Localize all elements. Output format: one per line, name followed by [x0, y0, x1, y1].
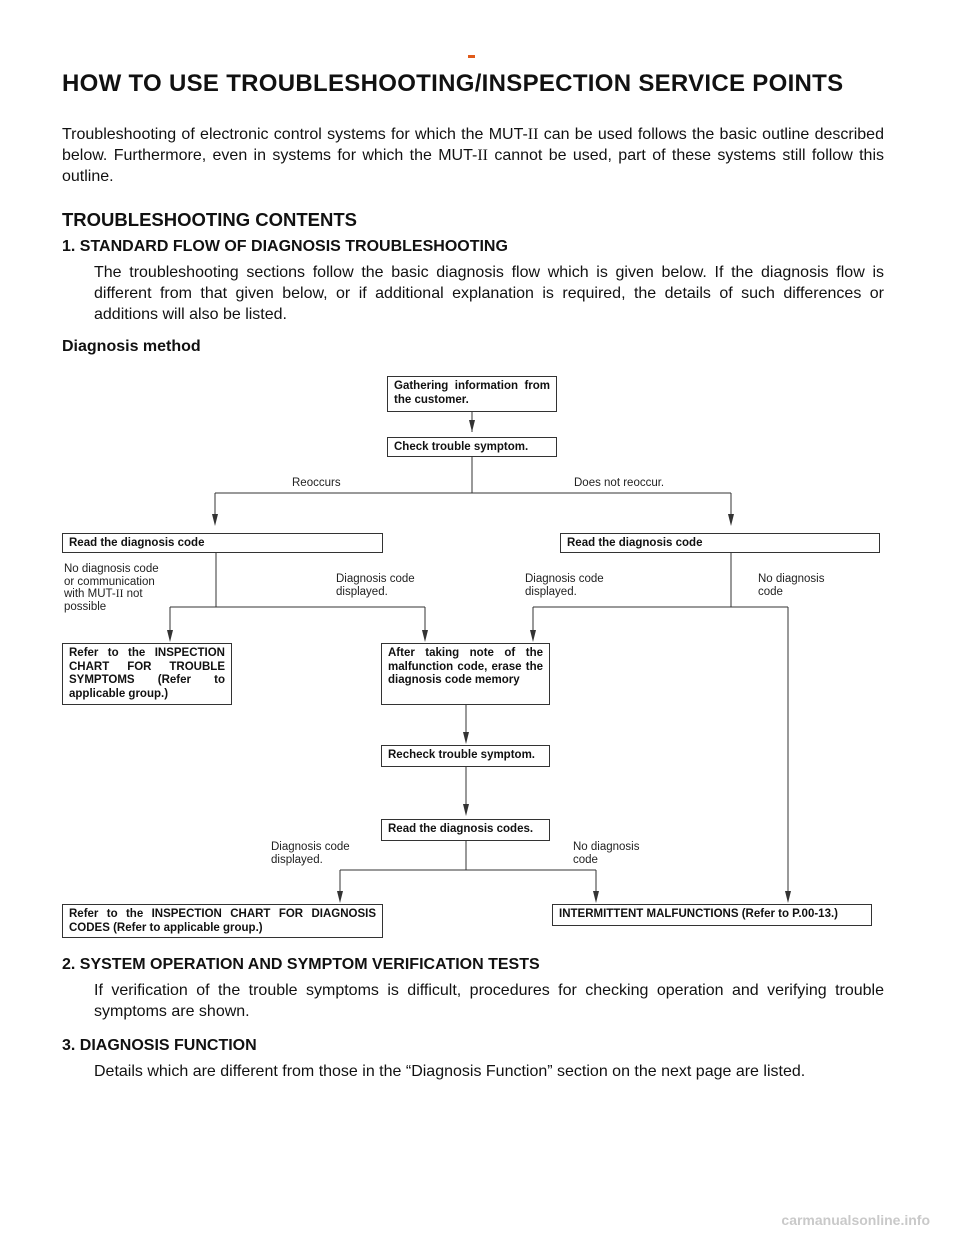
watermark: carmanualsonline.info — [781, 1212, 930, 1228]
code-displayed-label-3: Diagnosis code displayed. — [271, 841, 350, 866]
reoccurs-label: Reoccurs — [292, 477, 341, 489]
no-code-comm-label: No diagnosis code or communication with MUT-II not possible — [64, 563, 159, 613]
refer-symptoms-box: Refer to the INSPECTION CHART FOR TROUBLE SYMPTOMS (Refer to applicable group.) — [62, 643, 232, 705]
item-2-body: If verification of the trouble symptoms is difficult, procedures for checking operation and verifying trouble symptoms are shown. — [94, 982, 884, 1020]
code-displayed-label-1: Diagnosis code displayed. — [336, 573, 415, 598]
read-code-right-box: Read the diagnosis code — [560, 533, 880, 553]
item-2-heading: 2. SYSTEM OPERATION AND SYMPTOM VERIFICATION TESTS — [62, 956, 540, 973]
intro-paragraph: Troubleshooting of electronic control systems for which the MUT-II can be used follows the basic outline described below. Furthermore, even in systems for which the MUT-II cannot be used, part of these systems still follow this outline. — [62, 126, 885, 185]
check-symptom-box: Check trouble symptom. — [387, 437, 557, 457]
recheck-symptom-box: Recheck trouble symptom. — [381, 745, 550, 767]
diagnosis-method-label: Diagnosis method — [62, 338, 201, 355]
gather-info-box: Gathering information from the customer. — [387, 376, 557, 412]
intermittent-box: INTERMITTENT MALFUNCTIONS (Refer to P.00-13.) — [552, 904, 872, 926]
item-1-heading: 1. STANDARD FLOW OF DIAGNOSIS TROUBLESHOOTING — [62, 238, 508, 255]
note-erase-box: After taking note of the malfunction code, erase the diagnosis code memory — [381, 643, 550, 705]
refer-codes-box: Refer to the INSPECTION CHART FOR DIAGNOSIS CODES (Refer to applicable group.) — [62, 904, 383, 938]
read-codes-box: Read the diagnosis codes. — [381, 819, 550, 841]
page-title: HOW TO USE TROUBLESHOOTING/INSPECTION SERVICE POINTS — [62, 70, 844, 97]
code-displayed-label-2: Diagnosis code displayed. — [525, 573, 604, 598]
no-code-label-2: No diagnosis code — [573, 841, 640, 866]
no-code-label-1: No diagnosis code — [758, 573, 825, 598]
item-3-body: Details which are different from those in the “Diagnosis Function” section on the next page are listed. — [94, 1063, 806, 1080]
section-title: TROUBLESHOOTING CONTENTS — [62, 209, 357, 230]
does-not-reoccur-label: Does not reoccur. — [574, 477, 665, 489]
item-3-heading: 3. DIAGNOSIS FUNCTION — [62, 1037, 257, 1054]
item-1-body: The troubleshooting sections follow the basic diagnosis flow which is given below. If the diagnosis flow is different from that given below, or if additional explanation is required, the details of such differences or additions will also be listed. — [94, 264, 884, 323]
read-code-left-box: Read the diagnosis code — [62, 533, 383, 553]
